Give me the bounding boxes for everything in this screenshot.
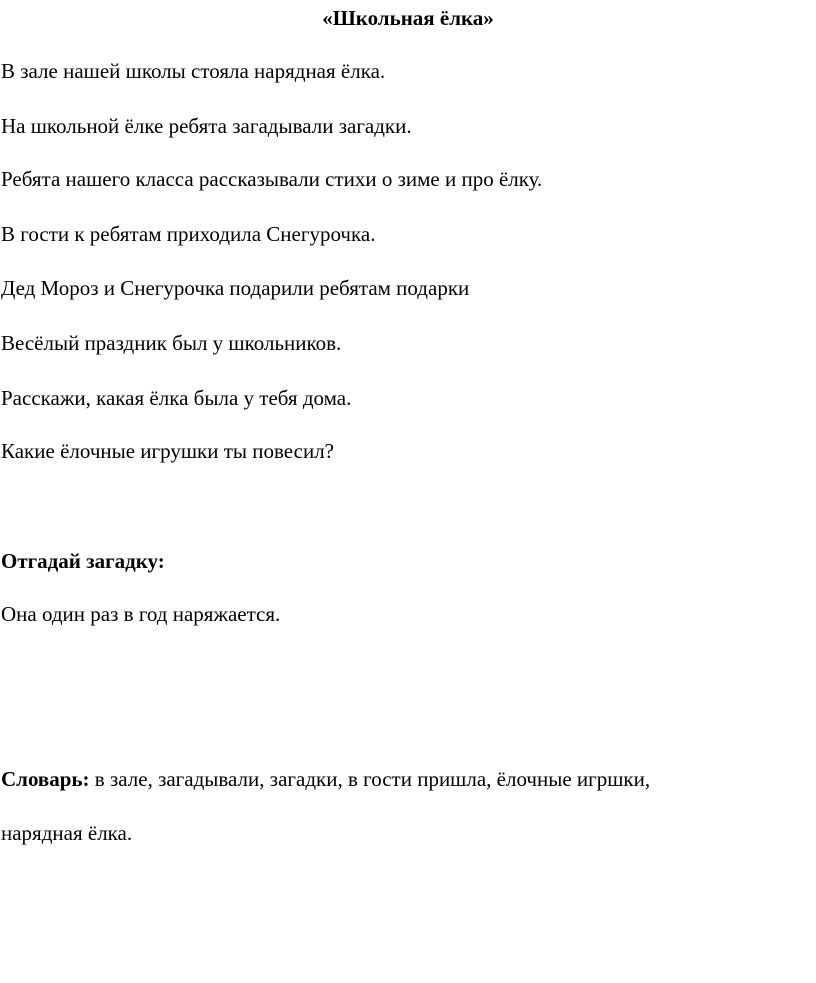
sentence-3: Ребята нашего класса рассказывали стихи о зиме и про ёлку.	[1, 167, 543, 191]
sentence-6: Весёлый праздник был у школьников.	[1, 331, 342, 355]
sentence-7: Расскажи, какая ёлка была у тебя дома.	[1, 386, 352, 410]
sentence-2: На школьной ёлке ребята загадывали загадки.	[1, 114, 412, 138]
vocabulary-line	[1, 766, 650, 792]
sentence-4: В гости к ребятам приходила Снегурочка.	[1, 222, 376, 246]
sentence-5: Дед Мороз и Снегурочка подарили ребятам подарки	[1, 276, 470, 300]
riddle-text: Она один раз в год наряжается.	[1, 602, 281, 626]
vocabulary-line-2: нарядная ёлка.	[1, 821, 133, 845]
vocabulary-words: в зале, загадывали, загадки, в гости пришла, ёлочные игршки,	[89, 767, 651, 791]
riddle-heading: Отгадай загадку:	[1, 549, 165, 573]
vocabulary-label: Словарь:	[1, 767, 90, 791]
sentence-1: В зале нашей школы стояла нарядная ёлка.	[1, 59, 386, 83]
sentence-8: Какие ёлочные игрушки ты повесил?	[1, 439, 335, 463]
document-title: «Школьная ёлка»	[322, 6, 494, 30]
